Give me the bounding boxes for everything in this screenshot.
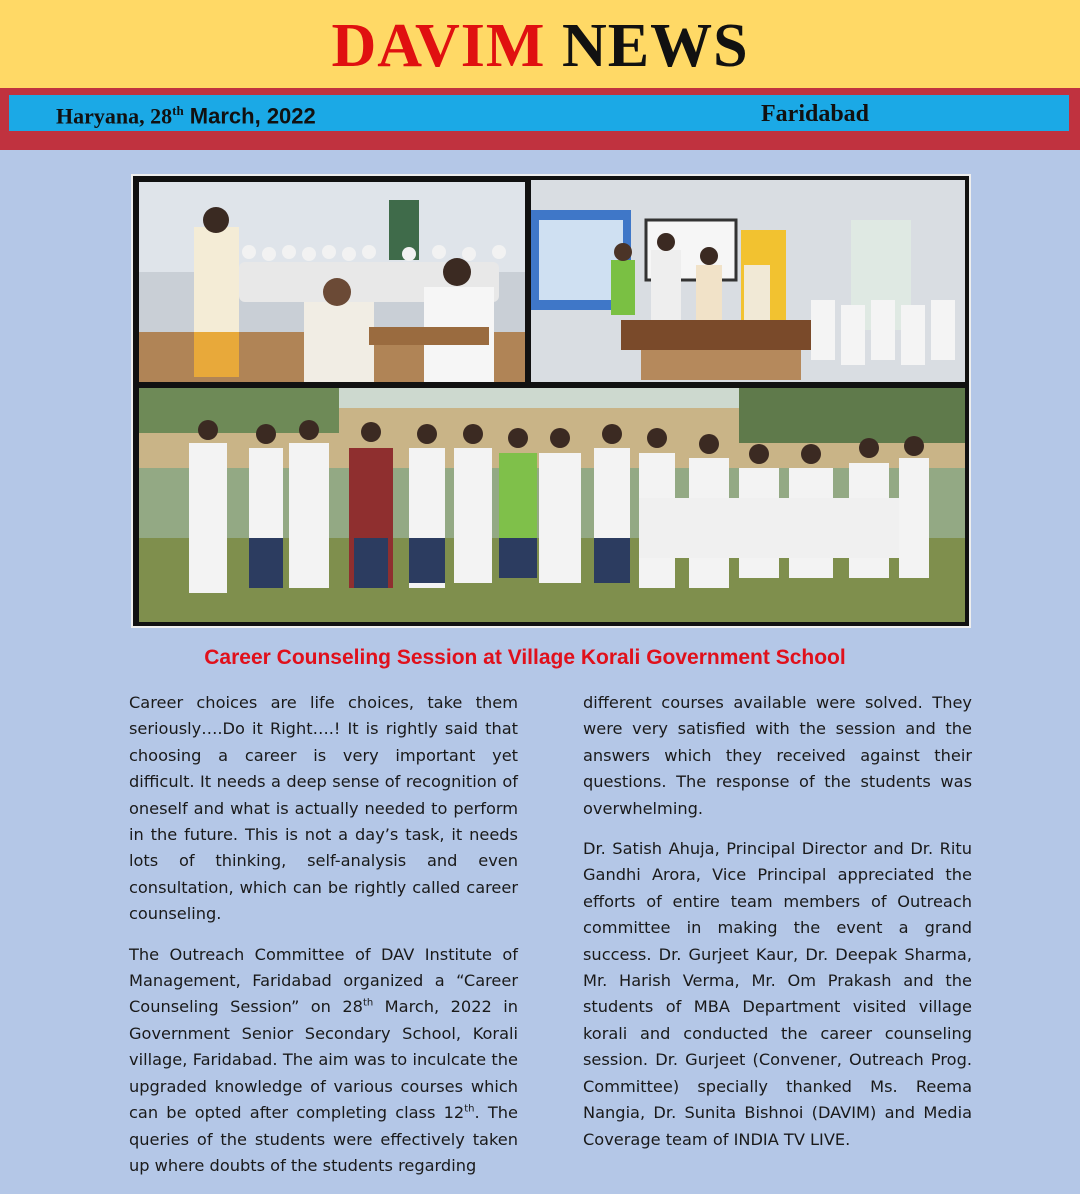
photo-collage	[131, 174, 971, 628]
dateline-band	[0, 88, 1080, 150]
article-column-right	[583, 690, 972, 1167]
classroom-counseling-photo	[139, 182, 525, 382]
article-paragraph	[129, 942, 518, 1180]
masthead-title-red: DAVIM	[331, 12, 546, 80]
dateline-sup: th	[172, 103, 184, 118]
article-text: The Outreach Committee of DAV Institute of Management, Faridabad organized a “Career Counseling Session” on 28	[129, 944, 518, 1017]
article-sup: th	[362, 998, 374, 1010]
group-photo	[139, 388, 965, 622]
article-column-left	[129, 690, 518, 1193]
article-text: March, 2022 in Government Senior Secondary School, Korali village, Faridabad. The aim was to inculcate the upgraded knowledge of various courses which can be opted after completing class 12	[129, 997, 518, 1123]
article-paragraph: Career choices are life choices, take them seriously….Do it Right….! It is rightly said that choosing a career is very important yet difficult. It needs a deep sense of recognition of oneself and what is actually needed to perform in the future. This is not a day’s task, it needs lots of thinking, self-analysis and even consultation, which can be rightly called career counseling.	[129, 693, 518, 924]
presentation-room-photo	[531, 180, 965, 382]
article-paragraph: different courses available were solved. They were very satisfied with the session and the answers which they received against their questions. The response of the students was overwhelming.	[583, 693, 972, 818]
dateline-city: Faridabad	[761, 101, 870, 127]
article-paragraph: Dr. Satish Ahuja, Principal Director and Dr. Ritu Gandhi Arora, Vice Principal appreciated the efforts of entire team members of Outreach committee in making the event a grand success. Dr. Gurjeet Kaur, Dr. Deepak Sharma, Mr. Harish Verma, Mr. Om Prakash and the students of MBA Department visited village korali and conducted the career counseling session. Dr. Gurjeet (Convener, Outreach Prog. Committee) specially thanked Ms. Reema Nangia, Dr. Sunita Bishnoi (DAVIM) and Media Coverage team of INDIA TV LIVE.	[583, 839, 972, 1149]
masthead-title	[0, 0, 1080, 88]
dateline-state: Haryana, 28	[56, 103, 173, 129]
dateline-bar	[9, 95, 1069, 131]
masthead-title-black: NEWS	[561, 12, 749, 80]
article-text: . The queries of the students were effectively taken up where doubts of the students regarding	[129, 1103, 518, 1175]
dateline	[56, 103, 316, 129]
dateline-rest: March, 2022	[183, 103, 316, 129]
article-headline: Career Counseling Session at Village Korali Government School	[204, 646, 846, 669]
article-sup: th	[464, 1103, 475, 1115]
